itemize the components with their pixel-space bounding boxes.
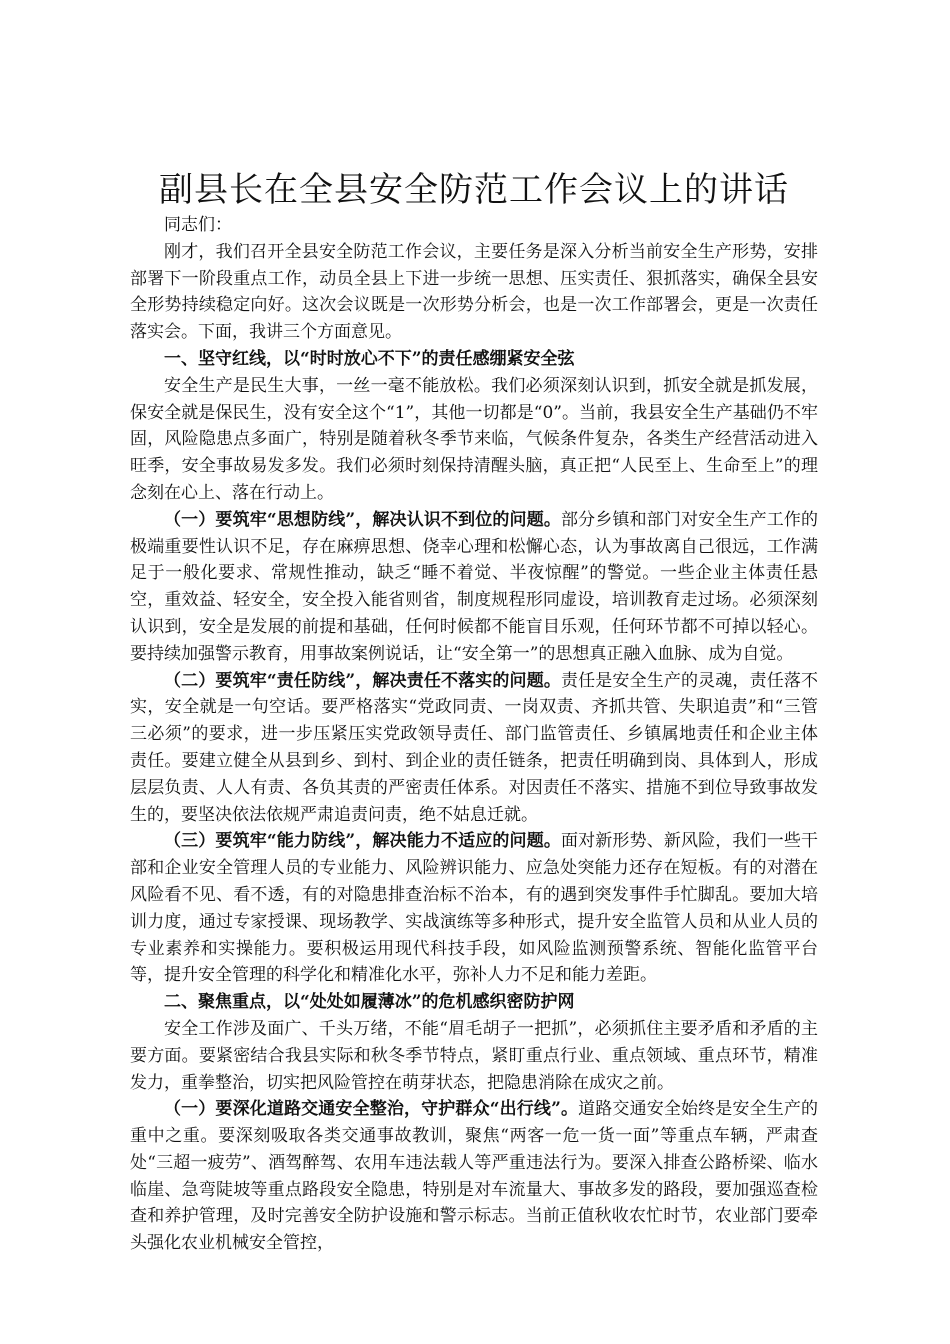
item-text: 责任是安全生产的灵魂，责任落不实，安全就是一句空话。要严格落实“党政同责、一岗双责、齐抓共管、失职追责”和“三管三必须”的要求，进一步压紧压实党政领导责任、部门监管责任、乡镇属地责任和企业主体责任。要建立健全从县到乡、到村、到企业的责任链条，把责任明确到岗、具体到人，形成层层负责、人人有责、各负其责的严密责任体系。对因责任不落实、措施不到位导致事故发生的，要坚决依法依规严肃追责问责，绝不姑息迁就。 xyxy=(130,670,819,825)
item-text: 道路交通安全始终是安全生产的重中之重。要深刻吸取各类交通事故教训，聚焦“两客一危一货一面”等重点车辆，严肃查处“三超一疲劳”、酒驾醉驾、农用车违法载人等严重违法行为。要深入排查公路桥梁、临水临崖、急弯陡坡等重点路段安全隐患，特别是对车流量大、事故多发的路段，要加强巡查检查和养护管理，及时完善安全防护设施和警示标志。当前正值秋收农忙时节，农业部门要牵头强化农业机械安全管控， xyxy=(130,1099,819,1254)
item-lead: （一）要深化道路交通安全整治，守护群众“出行线”。 xyxy=(164,1099,579,1120)
item-text: 面对新形势、新风险，我们一些干部和企业安全管理人员的专业能力、风险辨识能力、应急处突能力还存在短板。有的对潜在风险看不见、看不透，有的对隐患排查治标不治本，有的遇到突发事件手忙脚乱。要加大培训力度，通过专家授课、现场教学、实战演练等多种形式，提升安全监管人员和从业人员的专业素养和实操能力。要积极运用现代科技手段，如风险监测预警系统、智能化监管平台等，提升安全管理的科学化和精准化水平，弥补人力不足和能力差距。 xyxy=(130,831,819,986)
section-2-paragraph: 安全工作涉及面广、千头万绪，不能“眉毛胡子一把抓”，必须抓住主要矛盾和矛盾的主要方面。要紧密结合我县实际和秋冬季节特点，紧盯重点行业、重点领域、重点环节，精准发力，重拳整治，切实把风险管控在萌芽状态，把隐患消除在成灾之前。 xyxy=(130,1018,818,1093)
document-page xyxy=(130,168,818,1257)
item-text: 部分乡镇和部门对安全生产工作的极端重要性认识不足，存在麻痹思想、侥幸心理和松懈心态，认为事故离自己很远，工作满足于一般化要求、常规性推动，缺乏“睡不着觉、半夜惊醒”的警觉。一些企业主体责任悬空，重效益、轻安全，安全投入能省则省，制度规程形同虚设，培训教育走过场。必须深刻认识到，安全是发展的前提和基础，任何时候都不能盲目乐观，任何环节都不可掉以轻心。要持续加强警示教育，用事故案例说话，让“安全第一”的思想真正融入血脉、成为自觉。 xyxy=(130,509,819,664)
item-lead: （三）要筑牢“能力防线”，解决能力不适应的问题。 xyxy=(164,831,561,852)
section-2-heading: 二、聚焦重点，以“处处如履薄冰”的危机感织密防护网 xyxy=(164,992,575,1013)
section-1-paragraph: 安全生产是民生大事，一丝一毫不能放松。我们必须深刻认识到，抓安全就是抓发展，保安全就是保民生，没有安全这个“1”，其他一切都是“0”。当前，我县安全生产基础仍不牢固，风险隐患点多面广，特别是随着秋冬季节来临，气候条件复杂，各类生产经营活动进入旺季，安全事故易发多发。我们必须时刻保持清醒头脑，真正把“人民至上、生命至上”的理念刻在心上、落在行动上。 xyxy=(130,375,818,503)
section-1-item-1 xyxy=(130,507,818,668)
item-lead: （一）要筑牢“思想防线”，解决认识不到位的问题。 xyxy=(164,509,561,530)
item-lead: （二）要筑牢“责任防线”，解决责任不落实的问题。 xyxy=(164,670,561,691)
section-1-item-2 xyxy=(130,668,818,829)
section-1-heading: 一、坚守红线，以“时时放心不下”的责任感绷紧安全弦 xyxy=(164,348,575,369)
section-1-item-3 xyxy=(130,828,818,989)
intro-paragraph: 刚才，我们召开全县安全防范工作会议，主要任务是深入分析当前安全生产形势，安排部署下一阶段重点工作，动员全县上下进一步统一思想、压实责任、狠抓落实，确保全县安全形势持续稳定向好。这次会议既是一次形势分析会，也是一次工作部署会，更是一次责任落实会。下面，我讲三个方面意见。 xyxy=(130,241,818,343)
section-2-item-1 xyxy=(130,1096,818,1257)
document-title: 副县长在全县安全防范工作会议上的讲话 xyxy=(159,170,789,210)
document-body xyxy=(130,212,818,1257)
greeting: 同志们： xyxy=(164,215,232,235)
